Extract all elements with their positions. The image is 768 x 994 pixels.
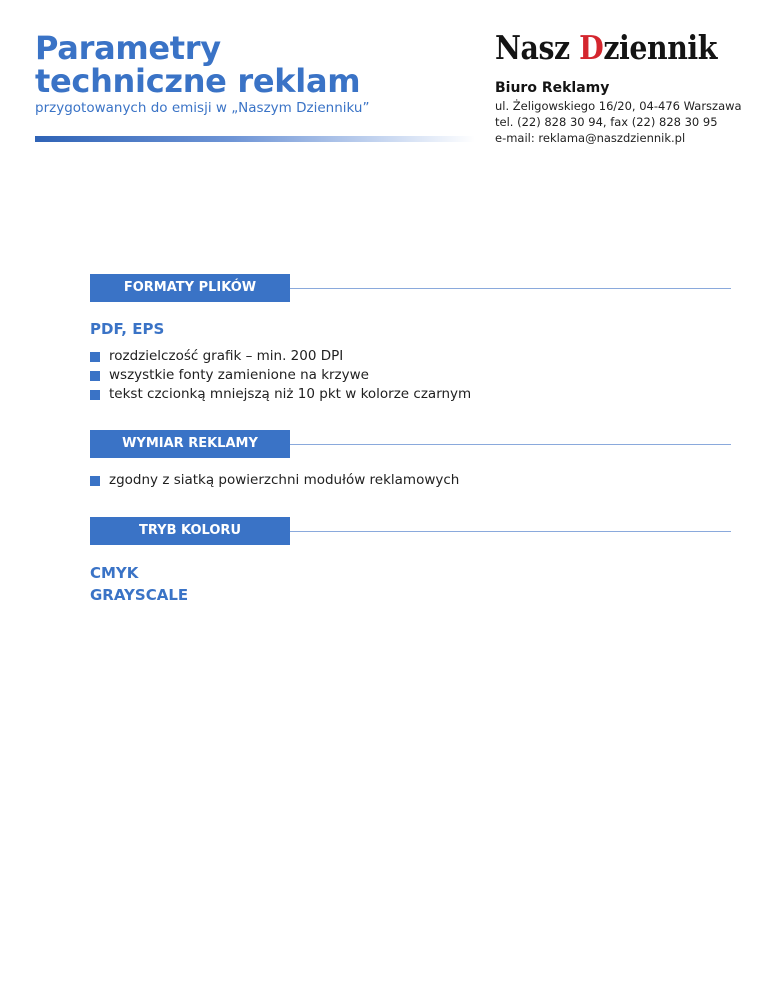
- bullet-square-icon: [90, 371, 100, 381]
- list-item-text: wszystkie fonty zamienione na krzywe: [109, 367, 369, 383]
- file-formats-value: PDF, EPS: [90, 320, 165, 338]
- list-item-text: rozdzielczość grafik – min. 200 DPI: [109, 348, 344, 364]
- file-formats-list: [90, 347, 471, 404]
- bullet-square-icon: [90, 390, 100, 400]
- office-address: ul. Żeligowskiego 16/20, 04-476 Warszawa: [495, 99, 742, 113]
- color-mode-cmyk: CMYK: [90, 564, 139, 582]
- bullet-square-icon: [90, 352, 100, 362]
- list-item: [90, 385, 471, 404]
- page-title-line-2: techniczne reklam: [35, 62, 361, 100]
- section-divider-file-formats: [290, 288, 731, 289]
- list-item-text: tekst czcionką mniejszą niż 10 pkt w kolorze czarnym: [109, 386, 472, 402]
- ad-size-list: [90, 471, 459, 490]
- color-mode-grayscale: GRAYSCALE: [90, 586, 189, 604]
- page-title: [35, 29, 361, 100]
- logo-text-part-1: Nasz: [495, 28, 580, 67]
- office-name: Biuro Reklamy: [495, 80, 610, 96]
- nasz-dziennik-logo: [495, 28, 717, 68]
- office-email: e-mail: reklama@naszdziennik.pl: [495, 131, 686, 145]
- section-divider-ad-size: [290, 444, 731, 445]
- list-item: [90, 347, 471, 366]
- logo-text-accent: D: [579, 28, 604, 67]
- bullet-square-icon: [90, 476, 100, 486]
- section-label-ad-size: WYMIAR REKLAMY: [90, 430, 290, 458]
- list-item: [90, 366, 471, 385]
- list-item: [90, 471, 459, 490]
- section-label-file-formats: FORMATY PLIKÓW: [90, 274, 290, 302]
- logo-text-part-2: ziennik: [603, 28, 718, 67]
- page-subtitle: przygotowanych do emisji w „Naszym Dzienniku”: [35, 100, 370, 116]
- section-label-color-mode: TRYB KOLORU: [90, 517, 290, 545]
- page-title-line-1: Parametry: [35, 29, 221, 67]
- office-phone: tel. (22) 828 30 94, fax (22) 828 30 95: [495, 115, 718, 129]
- list-item-text: zgodny z siatką powierzchni modułów reklamowych: [109, 472, 460, 488]
- header-gradient-divider: [35, 136, 475, 142]
- section-divider-color-mode: [290, 531, 731, 532]
